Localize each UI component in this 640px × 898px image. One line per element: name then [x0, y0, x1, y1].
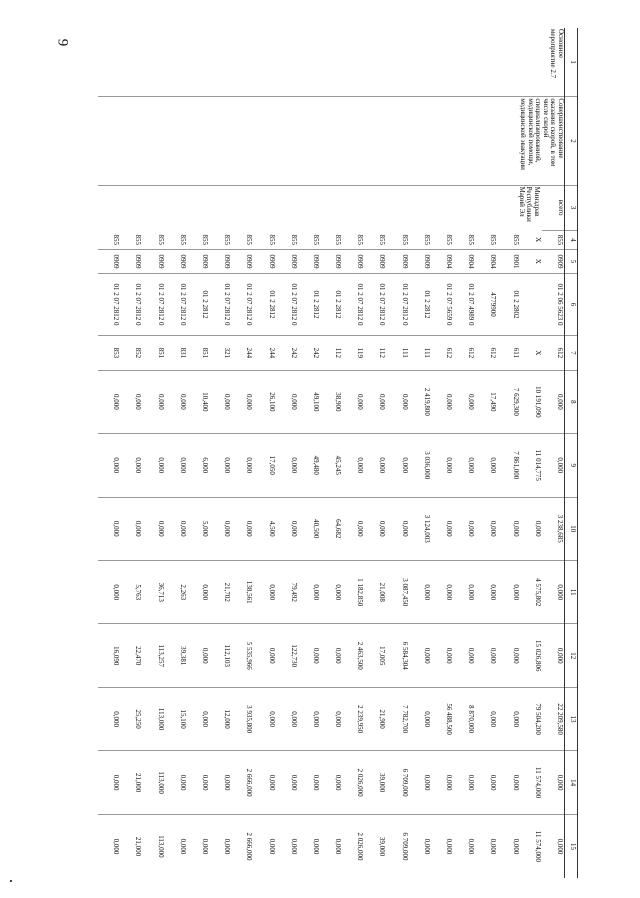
table-cell: 25,250: [120, 687, 142, 750]
table-cell: 0,000: [387, 497, 409, 560]
table-cell: 5,763: [120, 561, 142, 624]
table-cell: 112: [320, 336, 342, 370]
table-cell: 3 087,450: [387, 561, 409, 624]
table-cell: 0,000: [165, 434, 187, 497]
table-cell: 0,000: [453, 751, 475, 814]
table-cell: Х: [520, 336, 542, 370]
table-cell: 855: [178, 234, 187, 245]
table-cell: 22 209,580: [542, 687, 565, 750]
column-header: 10: [565, 497, 578, 560]
table-cell: 855: [467, 234, 476, 245]
table-cell: 8 870,000: [453, 687, 475, 750]
table-cell: 244: [253, 336, 275, 370]
table-cell: 3 124,003: [409, 497, 431, 560]
table-cell: 0,000: [187, 751, 209, 814]
table-cell: 0909: [276, 250, 298, 274]
table-cell: 0,000: [231, 370, 253, 433]
table-cell: 2 239,950: [342, 687, 364, 750]
table-cell: 0,000: [453, 624, 475, 687]
table-cell: 0,000: [298, 561, 320, 624]
table-cell: 2 666,000: [231, 751, 253, 814]
table-cell: 0,000: [276, 434, 298, 497]
table-cell: 6 709,000: [387, 751, 409, 814]
table-cell: 0909: [298, 250, 320, 274]
table-cell: 0,000: [475, 814, 497, 878]
table-cell: 0,000: [165, 497, 187, 560]
table-cell: 0,000: [98, 434, 120, 497]
section-name: Основное мероприятие 2.7: [98, 28, 564, 97]
table-cell: 01 2 07 2812 0: [231, 273, 253, 335]
table-cell: Х: [533, 237, 542, 243]
table-cell: 0,000: [253, 687, 275, 750]
table-cell: 119: [342, 336, 364, 370]
table-cell: 0,000: [98, 751, 120, 814]
table-cell: 4,500: [253, 497, 275, 560]
table-cell: 7 861,000: [497, 434, 519, 497]
table-cell: 0,000: [453, 814, 475, 878]
table-cell: 01 2 2812: [253, 273, 275, 335]
table-cell: 15 026,806: [520, 624, 542, 687]
table-cell: 2 026,000: [342, 814, 364, 878]
table-cell: 0,000: [409, 814, 431, 878]
table-cell: 0,000: [142, 370, 164, 433]
table-cell: 7 629,300: [497, 370, 519, 433]
table-cell: 01 2 07 2812 0: [342, 273, 364, 335]
table-cell: 01 2 07 2812 0: [387, 273, 409, 335]
table-cell: 0,000: [475, 624, 497, 687]
table-cell: 0,000: [98, 497, 120, 560]
table-cell: 16,090: [98, 624, 120, 687]
table-cell: 0,000: [98, 814, 120, 878]
column-header: 1: [565, 28, 578, 97]
table-cell: 855: [542, 230, 565, 249]
section-description: Совершенствование оказания скорой, в том числе скорой специализированной, медицинской помощи, медицинской эвакуации: [98, 97, 564, 185]
table-cell: 0,000: [431, 561, 453, 624]
table-cell: 0909: [231, 250, 253, 274]
table-cell: 0,000: [165, 751, 187, 814]
table-cell: 0,000: [542, 434, 565, 497]
table-cell: 0,000: [187, 624, 209, 687]
table-cell: 0909: [320, 250, 342, 274]
table-cell: 2 463,500: [342, 624, 364, 687]
table-cell: 0,000: [453, 434, 475, 497]
page-number: 9: [54, 38, 71, 47]
table-cell: 0909: [542, 250, 565, 274]
table-cell: 0,000: [298, 624, 320, 687]
table-cell: 17,490: [475, 370, 497, 433]
table-cell: 0,000: [120, 370, 142, 433]
table-cell: 22,470: [120, 624, 142, 687]
table-cell: 855: [334, 234, 343, 245]
table-cell: 39,000: [364, 814, 386, 878]
table-cell: 3 036,000: [409, 434, 431, 497]
table-cell: 0,000: [253, 751, 275, 814]
table-cell: 0,000: [98, 687, 120, 750]
table-cell: 111: [387, 336, 409, 370]
table-cell: 0,000: [497, 624, 519, 687]
table-cell: 0904: [431, 250, 453, 274]
table-cell: 0,000: [298, 751, 320, 814]
table-cell: 113,000: [142, 814, 164, 878]
table-cell: 0,000: [165, 370, 187, 433]
table-cell: Х: [520, 250, 542, 274]
table-cell: 0,000: [320, 687, 342, 750]
table-cell: 0,000: [409, 751, 431, 814]
table-cell: 855: [267, 234, 276, 245]
table-cell: 113,000: [142, 751, 164, 814]
table-cell: 0,000: [431, 814, 453, 878]
table-cell: 855: [422, 234, 431, 245]
table-cell: 855: [156, 234, 165, 245]
table-cell: 01 2 07 2812 0: [98, 273, 120, 335]
table-cell: 0,000: [542, 814, 565, 878]
table-cell: 26,100: [253, 370, 275, 433]
table-cell: 01 2 2802: [497, 273, 519, 335]
table-cell: 853: [98, 336, 120, 370]
table-cell: 21,702: [209, 561, 231, 624]
table-cell: 112,103: [209, 624, 231, 687]
table-cell: 0,000: [209, 751, 231, 814]
column-header: 13: [565, 687, 578, 750]
table-cell: 0,000: [475, 561, 497, 624]
table-cell: 0,000: [364, 434, 386, 497]
table-cell: 0,000: [542, 370, 565, 433]
table-cell: 0,000: [342, 497, 364, 560]
table-cell: 21,000: [120, 751, 142, 814]
table-cell: 0,000: [409, 687, 431, 750]
table-cell: 01 2 07 2812 0: [142, 273, 164, 335]
table-cell: 79,492: [276, 561, 298, 624]
table-cell: 0,000: [364, 370, 386, 433]
total-label: всего: [557, 199, 565, 216]
table-cell: 0,000: [497, 497, 519, 560]
table-cell: 6,000: [187, 434, 209, 497]
table-cell: 4779900: [475, 273, 497, 335]
table-cell: 0,000: [276, 814, 298, 878]
table-cell: 0909: [209, 250, 231, 274]
table-cell: 39,381: [165, 624, 187, 687]
table-cell: 0,000: [98, 370, 120, 433]
table-cell: 21,900: [364, 687, 386, 750]
table-cell: 0,000: [475, 687, 497, 750]
table-cell: 21,000: [120, 814, 142, 878]
budget-table: [98, 28, 578, 878]
table-cell: 855: [112, 234, 121, 245]
column-header: 4: [565, 230, 578, 249]
table-cell: 11 574,000: [520, 751, 542, 814]
table-cell: 0,000: [475, 751, 497, 814]
table-cell: 855: [223, 234, 232, 245]
table-cell: 0,000: [142, 497, 164, 560]
table-cell: 0,000: [120, 434, 142, 497]
table-cell: 0,000: [276, 751, 298, 814]
table-cell: 855: [311, 234, 320, 245]
column-header: 2: [565, 97, 578, 185]
table-cell: 0904: [475, 250, 497, 274]
table-cell: 0,000: [320, 814, 342, 878]
table-cell: 0,000: [542, 751, 565, 814]
table-cell: 855: [245, 234, 254, 245]
table-cell: 15,100: [165, 687, 187, 750]
table-cell: 0,000: [431, 624, 453, 687]
table-cell: 855: [445, 234, 454, 245]
table-cell: 851: [187, 336, 209, 370]
table-cell: 0909: [142, 250, 164, 274]
table-cell: 79 504,200: [520, 687, 542, 750]
table-cell: 0909: [342, 250, 364, 274]
table-cell: 855: [511, 234, 520, 245]
column-header: 12: [565, 624, 578, 687]
table-cell: 0,000: [453, 561, 475, 624]
column-header: 15: [565, 814, 578, 878]
table-cell: 01 2 07 2812 0: [364, 273, 386, 335]
table-cell: 242: [276, 336, 298, 370]
column-header: 7: [565, 336, 578, 370]
table-cell: 1 182,850: [342, 561, 364, 624]
table-cell: 01 2 07 5659 0: [431, 273, 453, 335]
table-cell: 0,000: [497, 561, 519, 624]
table-cell: 611: [497, 336, 519, 370]
table-cell: 40,500: [298, 497, 320, 560]
table-cell: 0,000: [342, 370, 364, 433]
rotated-table-wrapper: [112, 28, 578, 878]
table-cell: 0,000: [276, 370, 298, 433]
column-header: 14: [565, 751, 578, 814]
table-cell: 612: [453, 336, 475, 370]
column-header: 9: [565, 434, 578, 497]
table-cell: 12,000: [209, 687, 231, 750]
table-cell: 5,000: [187, 497, 209, 560]
table-cell: 0,000: [431, 497, 453, 560]
table-cell: 0,000: [542, 561, 565, 624]
table-cell: 0,000: [209, 497, 231, 560]
table-cell: 0,000: [497, 751, 519, 814]
table-cell: 11 574,000: [520, 814, 542, 878]
table-cell: 39,000: [364, 751, 386, 814]
table-cell: 0,000: [253, 561, 275, 624]
table-cell: [520, 273, 542, 335]
table-cell: 0,000: [142, 434, 164, 497]
table-cell: 0,000: [187, 814, 209, 878]
table-cell: 4 575,802: [520, 561, 542, 624]
table-cell: 0,000: [320, 561, 342, 624]
table-cell: 0,000: [276, 687, 298, 750]
table-cell: 612: [475, 336, 497, 370]
table-cell: 49,480: [298, 434, 320, 497]
table-cell: 0,000: [409, 624, 431, 687]
table-cell: 612: [542, 336, 565, 370]
table-cell: 0,000: [209, 814, 231, 878]
table-cell: 0,000: [431, 751, 453, 814]
column-header: 8: [565, 370, 578, 433]
table-cell: 113,257: [142, 624, 164, 687]
table-cell: 0,000: [209, 370, 231, 433]
table-cell: 855: [400, 234, 409, 245]
table-cell: 0,000: [542, 624, 565, 687]
table-cell: 0,000: [231, 497, 253, 560]
table-cell: 0,000: [409, 561, 431, 624]
table-cell: 10,400: [187, 370, 209, 433]
table-cell: 0904: [453, 250, 475, 274]
table-cell: 56 488,500: [431, 687, 453, 750]
section-total-label: [98, 185, 564, 230]
table-cell: 0,000: [431, 370, 453, 433]
table-cell: 0,000: [165, 814, 187, 878]
table-cell: 6 584,304: [387, 624, 409, 687]
column-header: 5: [565, 250, 578, 274]
column-header: 3: [565, 185, 578, 230]
table-cell: 0909: [165, 250, 187, 274]
header-row: [565, 28, 578, 878]
table-cell: 01 2 07 4989 0: [453, 273, 475, 335]
table-cell: 0909: [364, 250, 386, 274]
table-cell: 2 026,000: [342, 751, 364, 814]
table-cell: 38,900: [320, 370, 342, 433]
table-cell: 6 709,000: [387, 814, 409, 878]
table-cell: 113,000: [142, 687, 164, 750]
table-cell: 0,000: [387, 434, 409, 497]
table-cell: 0909: [98, 250, 120, 274]
table-cell: 0,000: [364, 497, 386, 560]
table-cell: 01 2 07 2812 0: [276, 273, 298, 335]
table-cell: 01 2 2812: [409, 273, 431, 335]
table-cell: 0,000: [253, 624, 275, 687]
table-cell: 0,000: [209, 434, 231, 497]
table-cell: 831: [165, 336, 187, 370]
table-cell: 0,000: [187, 561, 209, 624]
table-cell: 242: [298, 336, 320, 370]
table-cell: 0901: [497, 250, 519, 274]
table-cell: 36,713: [142, 561, 164, 624]
table-cell: 0,000: [320, 624, 342, 687]
table-cell: 0,000: [453, 497, 475, 560]
table-cell: 0,000: [475, 497, 497, 560]
column-header: 11: [565, 561, 578, 624]
table-cell: 0,000: [431, 434, 453, 497]
table-cell: 49,100: [298, 370, 320, 433]
scan-dot: [10, 880, 12, 882]
table-cell: 855: [134, 234, 143, 245]
table-cell: 112: [364, 336, 386, 370]
table-cell: 01 2 07 2812 0: [120, 273, 142, 335]
table-cell: 0,000: [520, 497, 542, 560]
table-cell: 0909: [409, 250, 431, 274]
table-cell: 855: [356, 234, 365, 245]
table-row: [542, 28, 565, 878]
table-cell: 01 2 2812: [320, 273, 342, 335]
table-cell: 111: [409, 336, 431, 370]
table-cell: 0,000: [98, 561, 120, 624]
table-cell: 5 535,966: [231, 624, 253, 687]
table-cell: 01 2 07 2812 0: [165, 273, 187, 335]
table-cell: 0,000: [298, 687, 320, 750]
table-cell: 45,245: [320, 434, 342, 497]
ministry-label: Минздрав Республики Марий Эл: [517, 186, 541, 222]
table-cell: 2 666,000: [231, 814, 253, 878]
table-cell: 0,000: [497, 687, 519, 750]
table-cell: 17,005: [364, 624, 386, 687]
table-cell: 3 935,800: [231, 687, 253, 750]
column-header: 6: [565, 273, 578, 335]
table-cell: 0,000: [298, 814, 320, 878]
table-cell: 0,000: [187, 687, 209, 750]
table-cell: 0,000: [253, 814, 275, 878]
table-cell: 10 191,090: [520, 370, 542, 433]
table-cell: 612: [431, 336, 453, 370]
table-cell: 01 2 2812: [187, 273, 209, 335]
table-cell: 0,000: [453, 370, 475, 433]
table-cell: 0,000: [276, 497, 298, 560]
table-cell: 321: [209, 336, 231, 370]
table-cell: 2,263: [165, 561, 187, 624]
table-cell: 0,000: [342, 434, 364, 497]
table-cell: 855: [289, 234, 298, 245]
table-cell: 851: [142, 336, 164, 370]
table-cell: 21,008: [364, 561, 386, 624]
table-cell: 2 419,800: [409, 370, 431, 433]
table-cell: 855: [201, 234, 209, 245]
table-cell: 17,050: [253, 434, 275, 497]
table-cell: 3 238,685: [542, 497, 565, 560]
table-cell: 0,000: [387, 370, 409, 433]
table-cell: 0909: [187, 250, 209, 274]
table-cell: 138,561: [231, 561, 253, 624]
table-cell: 01 2 07 2812 0: [209, 273, 231, 335]
table-cell: 01 2 06 5623 0: [542, 273, 565, 335]
table-cell: 852: [120, 336, 142, 370]
table-cell: 0,000: [497, 814, 519, 878]
table-cell: 0,000: [320, 751, 342, 814]
table-cell: 0,000: [475, 434, 497, 497]
table-cell: 855: [378, 234, 387, 245]
table-cell: 855: [489, 234, 498, 245]
table-cell: 64,682: [320, 497, 342, 560]
table-cell: 0909: [387, 250, 409, 274]
table-cell: 11 014,775: [520, 434, 542, 497]
table-cell: 122,730: [276, 624, 298, 687]
table-cell: 0909: [253, 250, 275, 274]
table-cell: 01 2 2812: [298, 273, 320, 335]
table-cell: 0,000: [231, 434, 253, 497]
table-cell: 0,000: [120, 497, 142, 560]
table-cell: 0909: [120, 250, 142, 274]
table-cell: 7 782,700: [387, 687, 409, 750]
table-cell: 244: [231, 336, 253, 370]
